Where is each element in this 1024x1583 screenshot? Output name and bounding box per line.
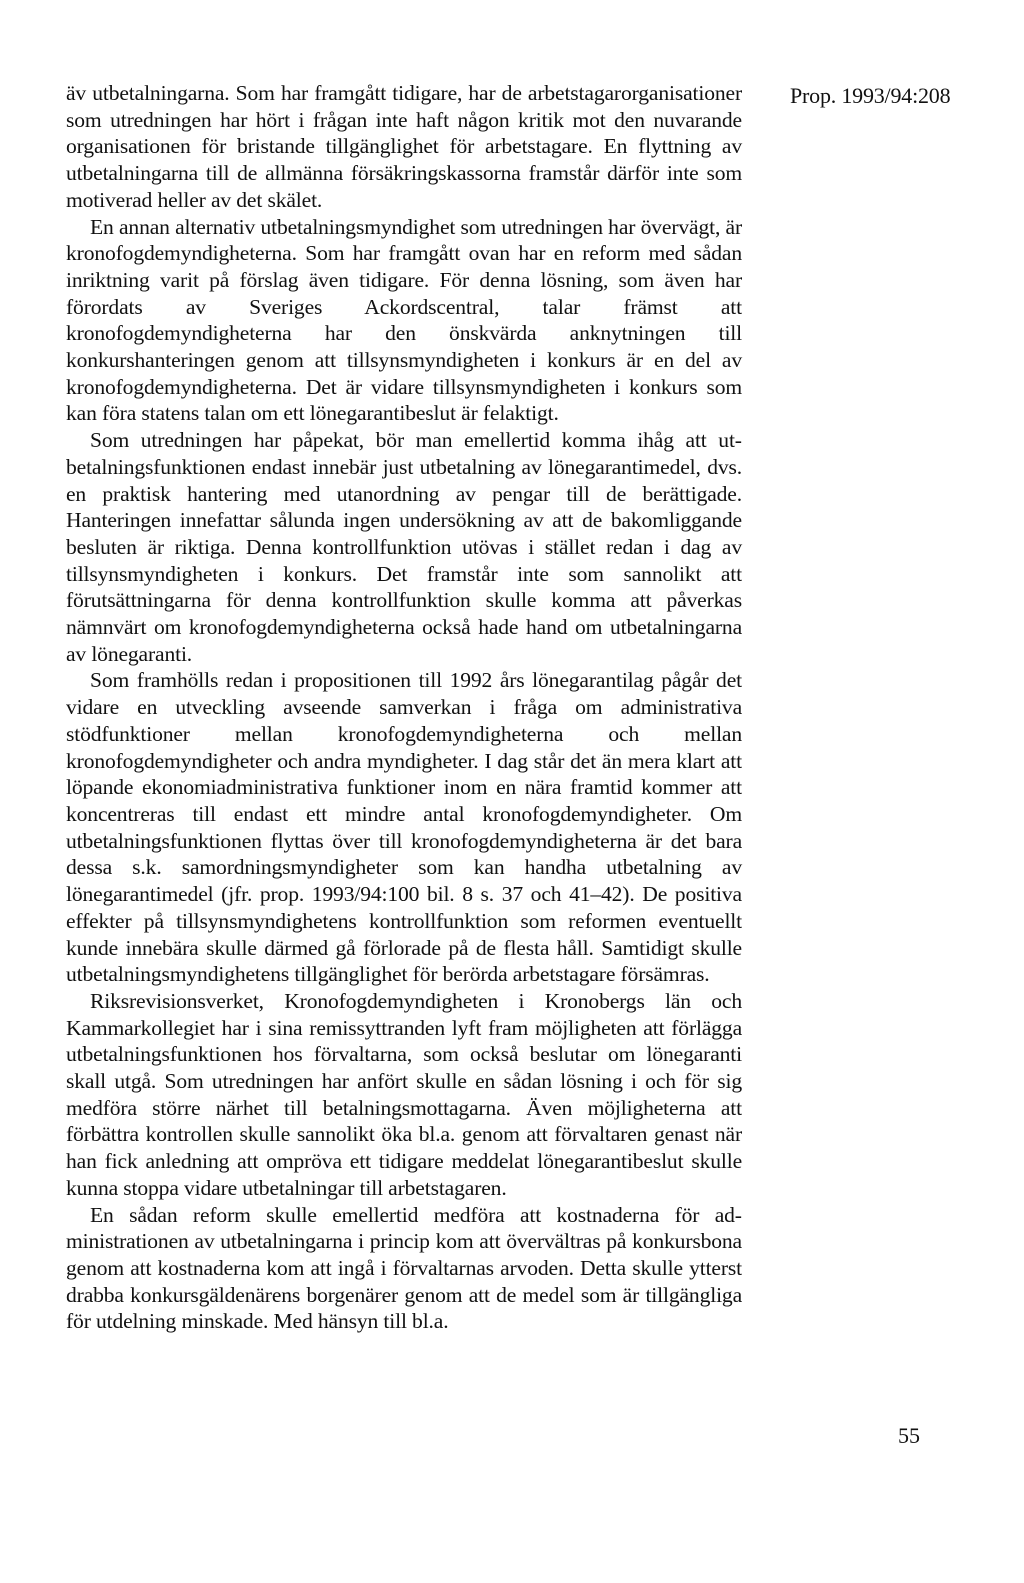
page-number: 55 — [898, 1423, 920, 1448]
paragraph: Som utredningen har påpekat, bör man emellertid komma ihåg att utbetalningsfunktionen endast innebär just utbetalning av lönegarantimedel, dvs. en praktisk hantering med utanordning av pengar till de berättigade. Hanteringen innefattar sålunda ingen undersökning av att de bakomliggande besluten är riktiga. Denna kontrollfunktion utövas i stället redan i dag av tillsynsmyndigheten i konkurs. Det framstår inte som sannolikt att förutsättningarna för denna kontrollfunktion skulle komma att påverkas nämnvärt om kronofogdemyndigheterna också hade hand om utbetalningarna av lönegaranti. — [66, 428, 742, 666]
paragraph: En annan alternativ utbetalningsmyndighet som utredningen har övervägt, är kronofogdemyndigheterna. Som har framgått ovan har en reform med sådan inriktning varit på förslag även tidigare. För denna lösning, som även har förordats av Sveriges Ackordscentral, talar främst att kronofogdemyndigheterna har den önskvärda anknytningen till konkurshanteringen genom att tillsynsmyndigheten i konkurs är en del av kronofogdemyndigheterna. Det är vidare tillsynsmyndigheten i konkurs som kan föra statens talan om ett lönegarantibeslut är felaktigt. — [66, 214, 742, 426]
document-ref: Prop. 1993/94:208 — [790, 83, 951, 108]
paragraph: Riksrevisionsverket, Kronofogdemyndigheten i Kronobergs län och Kammarkollegiet har i sina remissyttranden lyft fram möjligheten att förlägga utbetalningsfunktionen hos förvaltarna, som också beslutar om lönegaranti skall utgå. Som utredningen har anfört skulle en sådan lösning i och för sig medföra större närhet till betalningsmottagarna. Även möjligheterna att förbättra kontrollen skulle sannolikt öka bl.a. genom att förvaltaren genast när han fick anledning att ompröva ett tidigare meddelat lönegarantibeslut skulle kunna stoppa vidare utbetalningar till arbetstagaren. — [66, 988, 742, 1200]
paragraph: Som framhölls redan i propositionen till 1992 års lönegarantilag pågår det vidare en utveckling avseende samverkan i fråga om administrativa stödfunktioner mellan kronofogdemyndigheterna och mellan kronofogdemyndigheter och andra myndigheter. I dag står det än mera klart att löpande ekonomiadministrativa funktioner inom en nära framtid kommer att koncentreras till endast ett mindre antal kronofogdemyndigheter. Om utbetalningsfunktionen flyttas över till kronofogdemyndigheterna är det bara dessa s.k. samordningsmyndigheter som kan handha utbetalning av lönegarantimedel (jfr. prop. 1993/94:100 bil. 8 s. 37 och 41–42). De positiva effekter på tillsynsmyndighetens kontrollfunktion som reformen eventuellt kunde innebära skulle därmed gå förlorade på de flesta håll. Samtidigt skulle utbetalningsmyndighetens tillgänglighet för berörda arbetstagare försämras. — [66, 668, 742, 987]
body-text — [66, 80, 742, 1335]
paragraph: En sådan reform skulle emellertid medföra att kostnaderna för administrationen av utbetalningarna i princip kom att övervältras på konkursbona genom att kostnaderna kom att ingå i förvaltarnas arvoden. Detta skulle ytterst drabba konkursgäldenärens borgenärer genom att de medel som är tillgängliga för utdelning minskade. Med hänsyn till bl.a. — [66, 1202, 742, 1334]
paragraph: äv utbetalningarna. Som har framgått tidigare, har de arbetstagarorganisationer som utredningen har hört i frågan inte haft någon kritik mot den nuvarande organisationen för bristande tillgänglighet för arbetstagare. En flyttning av utbetalningarna till de allmänna försäkringskassorna framstår därför inte som motiverad heller av det skälet. — [66, 81, 742, 212]
